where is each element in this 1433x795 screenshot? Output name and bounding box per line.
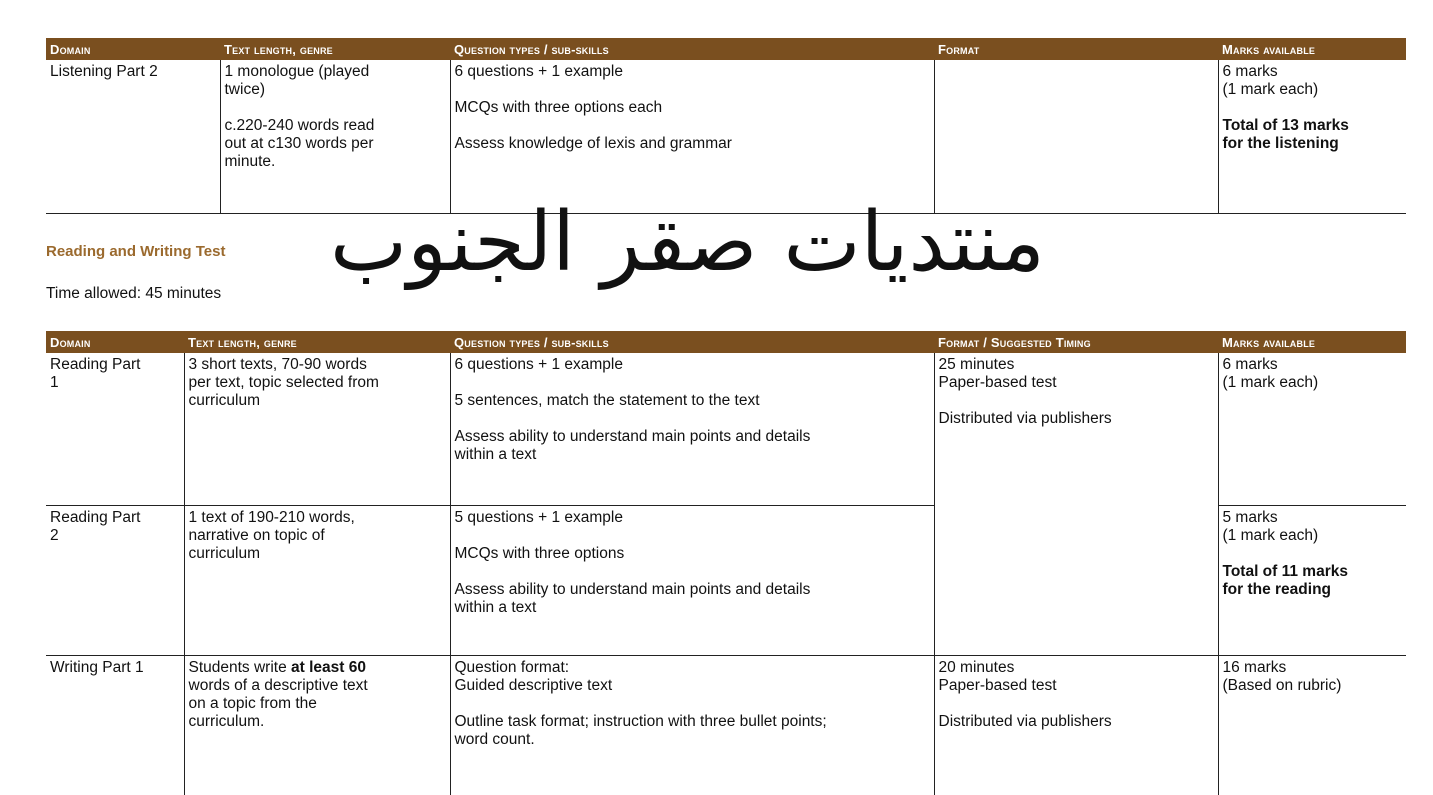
marks-cell — [1218, 655, 1406, 795]
table-row — [46, 655, 1406, 795]
domain-text: Writing Part 1 — [50, 658, 144, 676]
text-pre: Students write — [188, 658, 292, 676]
domain-text: Reading Part 2 — [50, 508, 141, 544]
domain-cell — [46, 60, 220, 213]
question-skill: Assess ability to understand main points and details within a text — [454, 428, 811, 463]
header-question-types: Question types / sub-skills — [450, 331, 934, 353]
marks-detail: 6 marks (1 mark each) — [1222, 63, 1319, 98]
format-distribution: Distributed via publishers — [938, 712, 1112, 730]
format-timing: 20 minutes Paper-based test — [938, 658, 1057, 694]
reading-writing-table — [46, 331, 1406, 795]
header-marks: Marks available — [1218, 38, 1406, 60]
text-post: words of a descriptive text on a topic from the curriculum. — [188, 676, 368, 730]
domain-text: Reading Part 1 — [50, 356, 141, 391]
text-genre: 1 text of 190-210 words, narrative on topic of curriculum — [188, 508, 355, 562]
listening-table — [46, 38, 1406, 214]
text-cell — [184, 655, 450, 795]
format-cell — [934, 353, 1218, 655]
format-cell — [934, 60, 1218, 213]
marks-total: Total of 11 marks for the reading — [1222, 562, 1348, 598]
marks-detail: 5 marks (1 mark each) — [1222, 508, 1319, 544]
header-domain: Domain — [46, 38, 220, 60]
format-cell — [934, 655, 1218, 795]
marks-cell — [1218, 60, 1406, 213]
text-cell — [184, 353, 450, 505]
question-type: MCQs with three options each — [454, 99, 663, 116]
header-marks: Marks available — [1218, 331, 1406, 353]
marks-total: Total of 13 marks for the listening — [1222, 117, 1349, 152]
header-question-types: Question types / sub-skills — [450, 38, 934, 60]
header-format: Format — [934, 38, 1218, 60]
table-row — [46, 60, 1406, 213]
text-genre: 1 monologue (played twice) — [224, 63, 370, 98]
question-skill: Assess knowledge of lexis and grammar — [454, 135, 732, 152]
question-cell — [450, 655, 934, 795]
domain-text: Listening Part 2 — [50, 63, 158, 80]
marks-detail: 6 marks (1 mark each) — [1222, 356, 1319, 391]
marks-cell — [1218, 505, 1406, 655]
domain-cell — [46, 655, 184, 795]
text-cell — [220, 60, 450, 213]
watermark-text: منتديات صقر الجنوب — [330, 195, 1045, 290]
text-bold: at least 60 — [291, 658, 366, 676]
format-distribution: Distributed via publishers — [938, 410, 1112, 427]
question-format: Question format: Guided descriptive text — [454, 658, 613, 694]
question-cell — [450, 353, 934, 505]
marks-cell — [1218, 353, 1406, 505]
format-timing: 25 minutes Paper-based test — [938, 356, 1057, 391]
domain-cell — [46, 505, 184, 655]
question-type: MCQs with three options — [454, 544, 625, 562]
question-type: 5 sentences, match the statement to the text — [454, 392, 760, 409]
question-cell — [450, 505, 934, 655]
domain-cell — [46, 353, 184, 505]
table-row — [46, 353, 1406, 505]
question-count: 6 questions + 1 example — [454, 63, 623, 80]
section-title: Reading and Writing Test — [46, 243, 226, 260]
text-genre: 3 short texts, 70-90 words per text, topic selected from curriculum — [188, 356, 379, 409]
header-format-timing: Format / Suggested Timing — [934, 331, 1218, 353]
header-text-length: Text length, genre — [220, 38, 450, 60]
marks-detail: 16 marks (Based on rubric) — [1222, 658, 1342, 694]
text-cell — [184, 505, 450, 655]
header-text-length: Text length, genre — [184, 331, 450, 353]
question-count: 5 questions + 1 example — [454, 508, 623, 526]
question-skill: Assess ability to understand main points and details within a text — [454, 580, 811, 616]
text-words: c.220-240 words read out at c130 words per minute. — [224, 117, 375, 170]
time-allowed: Time allowed: 45 minutes — [46, 285, 222, 302]
question-count: 6 questions + 1 example — [454, 356, 623, 373]
header-domain: Domain — [46, 331, 184, 353]
question-cell — [450, 60, 934, 213]
text-genre — [189, 659, 446, 731]
question-outline: Outline task format; instruction with three bullet points; word count. — [454, 712, 827, 748]
